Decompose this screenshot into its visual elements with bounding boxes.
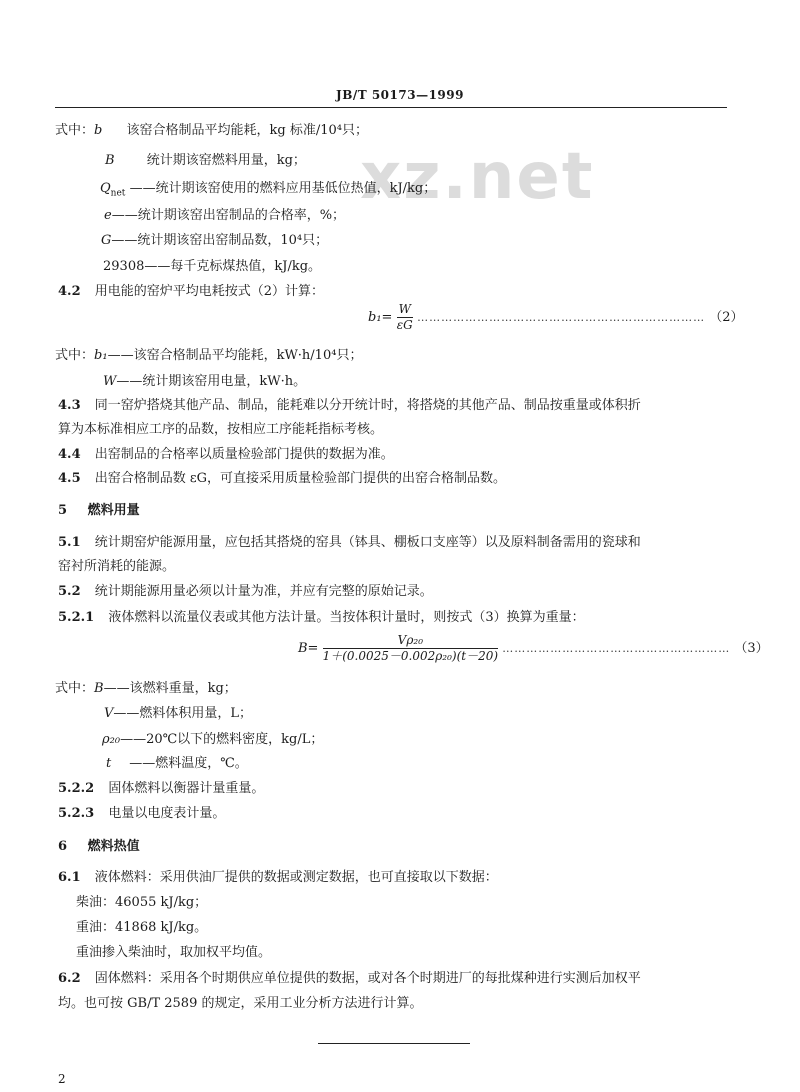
def-W: ——统计期该窑用电量，kW·h。 xyxy=(116,374,307,389)
where-line-Q xyxy=(100,180,436,203)
section-6-2-line2: 均。也可按 GB/T 2589 的规定，采用工业分析方法进行计算。 xyxy=(58,996,423,1011)
document-header-code: JB/T 50173—1999 xyxy=(336,88,464,102)
where-prefix: 式中： xyxy=(55,123,95,138)
formula-3 xyxy=(298,633,769,664)
def-rho: ——20℃以下的燃料密度，kg/L； xyxy=(120,732,324,747)
section-number: 4.2 xyxy=(58,284,81,299)
formula-2 xyxy=(368,302,743,333)
symbol-rho: ρ₂₀ xyxy=(102,732,121,747)
section-5-1 xyxy=(58,534,641,552)
formula-denominator: εG xyxy=(396,318,413,332)
diesel-value: 柴油：46055 kJ/kg； xyxy=(76,895,208,910)
where-line-G xyxy=(101,232,328,250)
section-number: 4.4 xyxy=(58,447,81,462)
def-V: ——燃料体积用量，L； xyxy=(113,706,253,721)
section-text-line1: 固体燃料：采用各个时期供应单位提供的数据，或对各个时期进厂的每批煤种进行实测后加权平 xyxy=(94,971,641,986)
where-line-29308 xyxy=(103,258,321,276)
section-text-line1: 统计期窑炉能源用量，应包括其搭烧的窑具（钵具、棚板口支座等）以及原料制备需用的瓷球和 xyxy=(94,535,641,550)
section-text: 液体燃料以流量仪表或其他方法计量。当按体积计量时，则按式（3）换算为重量： xyxy=(108,610,585,625)
section-number: 5.2.1 xyxy=(58,610,95,625)
heading-number: 5 xyxy=(58,503,68,518)
section-number: 5.2 xyxy=(58,584,81,599)
heading-number: 6 xyxy=(58,839,68,854)
equation-label: （3） xyxy=(734,641,769,656)
section-text: 固体燃料以衡器计量重量。 xyxy=(108,781,265,796)
symbol-B: B xyxy=(94,681,104,696)
where-prefix: 式中： xyxy=(55,348,95,363)
section-4-3 xyxy=(58,397,641,415)
section-text: 液体燃料：采用供油厂提供的数据或测定数据，也可直接取以下数据： xyxy=(94,870,498,885)
page-number: 2 xyxy=(58,1072,66,1086)
footer-rule xyxy=(318,1043,470,1044)
def-B: ——该燃料重量，kg； xyxy=(103,681,237,696)
section-5-1-line2: 窑衬所消耗的能源。 xyxy=(58,559,176,574)
watermark-text: xz.net xyxy=(360,140,595,214)
section-number: 5.2.3 xyxy=(58,806,95,821)
section-number: 5.2.2 xyxy=(58,781,95,796)
section-text: 出窑合格制品数 εG，可直接采用质量检验部门提供的出窑合格制品数。 xyxy=(94,471,507,486)
formula-denominator: 1＋(0.0025－0.002ρ₂₀)(t－20) xyxy=(322,649,499,663)
where-line-b1 xyxy=(55,347,362,365)
formula-left: B= xyxy=(298,641,319,656)
formula-numerator: Vρ₂₀ xyxy=(323,633,498,649)
def-Q: ——统计期该窑使用的燃料应用基低位热值，kJ/kg； xyxy=(129,181,437,196)
def-e: ——统计期该窑出窑制品的合格率，%； xyxy=(111,208,346,223)
symbol-Q-sub: net xyxy=(110,188,126,199)
symbol-b: b xyxy=(94,123,103,138)
where-line-B-weight xyxy=(55,680,237,698)
section-6-1 xyxy=(58,869,498,887)
equation-label: （2） xyxy=(709,310,744,325)
section-4-4 xyxy=(58,446,394,464)
section-4-2 xyxy=(58,283,324,301)
symbol-V: V xyxy=(104,706,114,721)
formula-left: b₁= xyxy=(368,310,393,325)
formula-fraction xyxy=(323,633,498,664)
def-t: ——燃料温度，℃。 xyxy=(129,756,248,771)
formula-leader-dots: ………………………………………………… xyxy=(502,642,731,655)
section-5-2 xyxy=(58,583,433,601)
where-line-B xyxy=(105,152,306,170)
where-line-e xyxy=(104,207,345,225)
section-number: 4.5 xyxy=(58,471,81,486)
formula-leader-dots: ……………………………………………………………… xyxy=(417,311,706,324)
where-line-V xyxy=(104,705,252,723)
header-rule xyxy=(55,107,727,108)
heading-title: 燃料用量 xyxy=(87,503,140,518)
symbol-b1: b₁ xyxy=(94,348,108,363)
def-b: 该窑合格制品平均能耗，kg 标准/10⁴只； xyxy=(126,123,368,138)
section-number: 6.1 xyxy=(58,870,81,885)
heavy-oil-value: 重油：41868 kJ/kg。 xyxy=(76,920,208,935)
section-text: 用电能的窑炉平均电耗按式（2）计算： xyxy=(94,284,325,299)
where-prefix: 式中： xyxy=(55,681,95,696)
symbol-t: t xyxy=(106,756,112,771)
def-29308: 29308——每千克标煤热值，kJ/kg。 xyxy=(103,259,322,274)
where-line-t xyxy=(106,755,248,773)
section-text: 出窑制品的合格率以质量检验部门提供的数据为准。 xyxy=(94,447,394,462)
formula-numerator: W xyxy=(398,302,411,316)
section-5-2-3 xyxy=(58,805,225,823)
section-number: 5.1 xyxy=(58,535,81,550)
section-4-5 xyxy=(58,470,506,488)
symbol-G: G xyxy=(101,233,112,248)
where-line-b xyxy=(55,122,368,140)
symbol-W: W xyxy=(103,374,117,389)
section-number: 6.2 xyxy=(58,971,81,986)
def-G: ——统计期该窑出窑制品数，10⁴只； xyxy=(111,233,329,248)
section-text-line1: 同一窑炉搭烧其他产品、制品，能耗难以分开统计时，将搭烧的其他产品、制品按重量或体积折 xyxy=(94,398,641,413)
heading-5 xyxy=(58,502,140,520)
mixed-oil-note: 重油掺入柴油时，取加权平均值。 xyxy=(76,945,272,960)
symbol-e: e xyxy=(104,208,112,223)
section-5-2-1 xyxy=(58,609,585,627)
section-5-2-2 xyxy=(58,780,264,798)
section-6-2 xyxy=(58,970,641,988)
formula-fraction xyxy=(397,302,413,333)
heading-title: 燃料热值 xyxy=(87,839,140,854)
where-line-W xyxy=(103,373,306,391)
symbol-Q: Q xyxy=(100,181,111,196)
section-text: 电量以电度表计量。 xyxy=(108,806,226,821)
section-number: 4.3 xyxy=(58,398,81,413)
section-4-3-line2: 算为本标准相应工序的品数，按相应工序能耗指标考核。 xyxy=(58,422,384,437)
def-B: 统计期该窑燃料用量，kg； xyxy=(146,153,306,168)
def-b1: ——该窑合格制品平均能耗，kW·h/10⁴只； xyxy=(107,348,363,363)
where-line-rho xyxy=(102,731,323,749)
heading-6 xyxy=(58,838,140,856)
section-text: 统计期能源用量必须以计量为准，并应有完整的原始记录。 xyxy=(94,584,433,599)
symbol-B: B xyxy=(105,153,115,168)
